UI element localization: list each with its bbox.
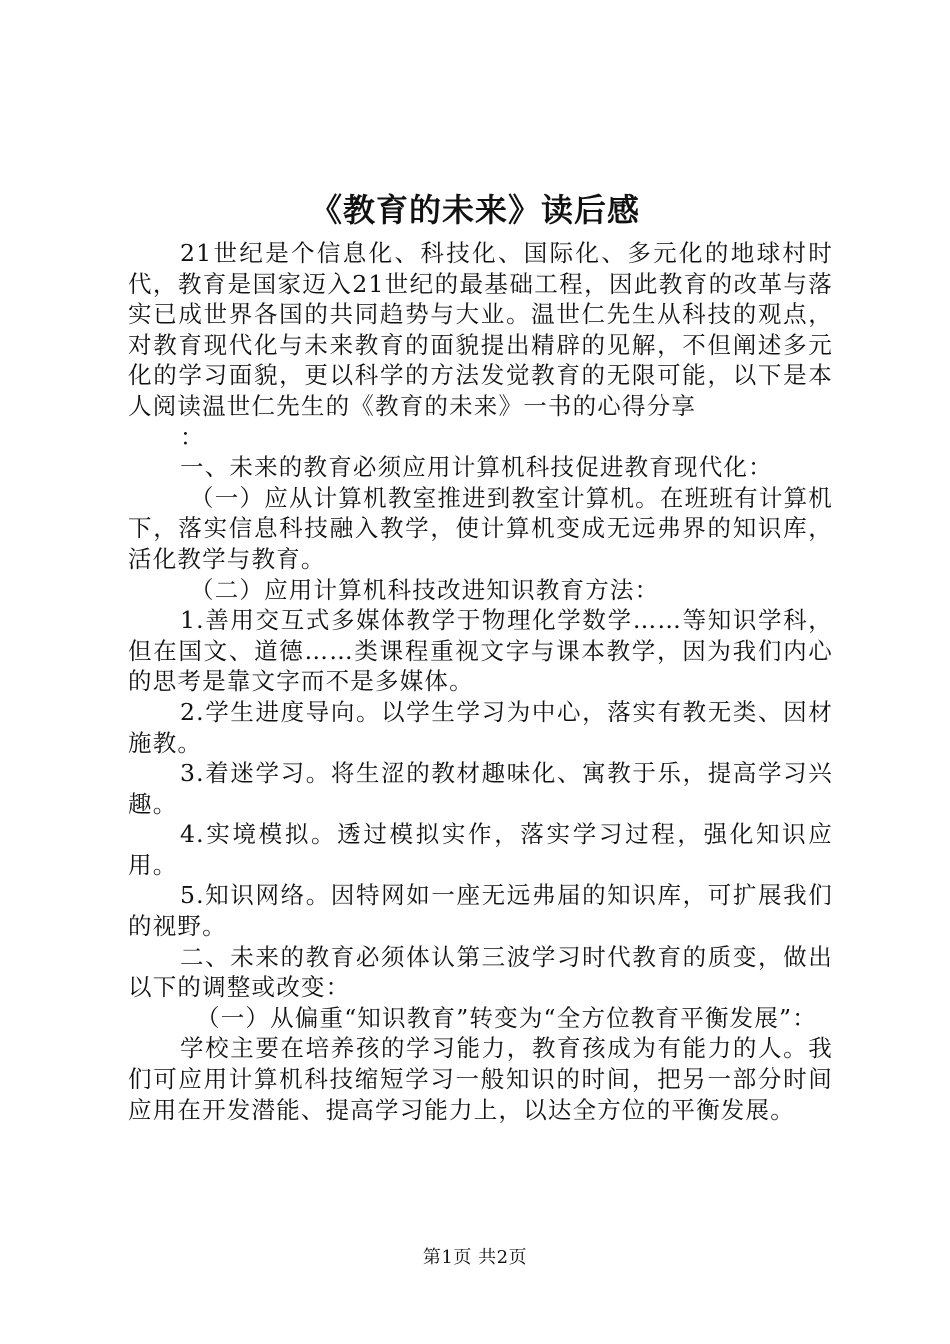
closing-paragraph: 学校主要在培养孩的学习能力，教育孩成为有能力的人。我们可应用计算机科技缩短学习一般知识的时间，把另一部分时间应用在开发潜能、提高学习能力上，以达全方位的平衡发展。 [128, 1034, 833, 1124]
document-body [128, 238, 833, 1125]
list-item-3: 3.着迷学习。将生涩的教材趣味化、寓教于乐，提高学习兴趣。 [128, 759, 833, 818]
document-title: 《教育的未来》读后感 [309, 191, 640, 229]
list-item-1: 1.善用交互式多媒体教学于物理化学数学……等知识学科，但在国文、道德……类课程重视文字与课本教学，因为我们内心的思考是靠文字而不是多媒体。 [128, 606, 833, 696]
list-item-5: 5.知识网络。因特网如一座无远弗届的知识库，可扩展我们的视野。 [128, 881, 833, 941]
list-item-4: 4.实境模拟。透过模拟实作，落实学习过程，强化知识应用。 [128, 820, 833, 879]
section-one-heading: 一、未来的教育必须应用计算机科技促进教育现代化： [180, 453, 773, 482]
list-item-2: 2.学生进度导向。以学生学习为中心，落实有教无类、因材施教。 [128, 697, 833, 757]
page-footer: 第1页 共2页 [422, 1247, 528, 1268]
section-one-point-1: （一）应从计算机教室推进到教室计算机。在班班有计算机下，落实信息科技融入教学，使计算机变成无远弗界的知识库，活化教学与教育。 [128, 483, 833, 573]
section-two-heading: 二、未来的教育必须体认第三波学习时代教育的质变，做出以下的调整或改变： [128, 942, 833, 1002]
intro-paragraph: 21世纪是个信息化、科技化、国际化、多元化的地球村时代，教育是国家迈入21世纪的最基础工程，因此教育的改革与落实已成世界各国的共同趋势与大业。温世仁先生从科技的观点，对教育现代化与未来教育的面貌提出精辟的见解，不但阐述多元化的学习面貌，更以科学的方法发觉教育的无限可能，以下是本人阅读温世仁先生的《教育的未来》一书的心得分享 [128, 239, 833, 420]
intro-colon: ： [180, 422, 205, 451]
section-one-point-2: （二）应用计算机科技改进知识教育方法： [190, 575, 660, 604]
section-two-point-1: （一）从偏重“知识教育”转变为“全方位教育平衡发展”： [196, 1003, 817, 1032]
